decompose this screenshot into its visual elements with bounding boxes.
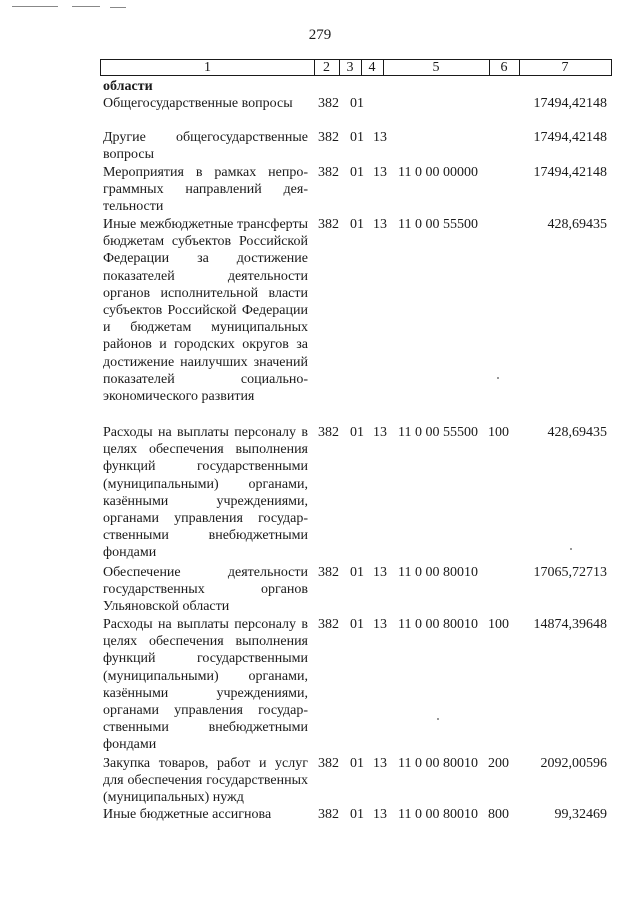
cell-target-article: 11 0 00 80010 <box>398 756 478 771</box>
row-name: Иные межбюджетные трансферты бюджетам субъектов Российской Федерации за достижение показателей деятельности органов исполнительной власти субъектов Российской Федерации и бюджетам муниципальных районов и городских округов за достижение наилучших значений показателей социально-экономического развития <box>103 217 308 405</box>
cell-amount: 2092,00596 <box>540 756 607 771</box>
cell-expense-type: 200 <box>488 756 509 771</box>
cell-podrazdel: 13 <box>373 425 387 440</box>
cell-grbs: 382 <box>318 130 339 145</box>
cell-target-article: 11 0 00 80010 <box>398 565 478 580</box>
page-number: 279 <box>308 27 332 43</box>
cell-grbs: 382 <box>318 756 339 771</box>
cell-grbs: 382 <box>318 96 339 111</box>
row-name: Закупка товаров, работ и услуг для обеспечения государственных (муниципальных) нужд <box>103 756 308 806</box>
header-col-7: 7 <box>561 60 569 75</box>
row-name: Другие общегосударственные вопросы <box>103 130 308 163</box>
cell-grbs: 382 <box>318 807 339 822</box>
header-col-6: 6 <box>500 60 508 75</box>
cell-podrazdel: 13 <box>373 165 387 180</box>
scan-artifact <box>110 7 126 8</box>
cell-grbs: 382 <box>318 217 339 232</box>
cell-podrazdel: 13 <box>373 617 387 632</box>
cell-target-article: 11 0 00 80010 <box>398 807 478 822</box>
cell-expense-type: 100 <box>488 425 509 440</box>
scan-artifact <box>12 6 58 7</box>
cell-amount: 99,32469 <box>554 807 607 822</box>
cell-razdel: 01 <box>350 165 364 180</box>
cell-grbs: 382 <box>318 425 339 440</box>
header-col-3: 3 <box>346 60 354 75</box>
row-name: Мероприятия в рамках непрограммных направлений деятельности <box>103 165 308 215</box>
cell-amount: 17494,42148 <box>533 130 607 145</box>
scan-artifact <box>72 6 100 7</box>
scan-speck <box>437 718 439 720</box>
cell-podrazdel: 13 <box>373 756 387 771</box>
row-name: области <box>103 79 153 94</box>
cell-target-article: 11 0 00 55500 <box>398 425 478 440</box>
cell-expense-type: 800 <box>488 807 509 822</box>
cell-grbs: 382 <box>318 565 339 580</box>
cell-razdel: 01 <box>350 756 364 771</box>
header-col-4: 4 <box>368 60 376 75</box>
cell-target-article: 11 0 00 00000 <box>398 165 478 180</box>
cell-target-article: 11 0 00 55500 <box>398 217 478 232</box>
scan-speck <box>497 377 499 379</box>
header-col-2: 2 <box>323 60 330 75</box>
scan-speck <box>570 548 572 550</box>
cell-podrazdel: 13 <box>373 807 387 822</box>
row-name: Расходы на выплаты персоналу в целях обеспечения выполнения функций государственными (муниципальными) органами, казёнными учреждениями, органами управления государственными внебюджетными фондами <box>103 617 308 753</box>
cell-razdel: 01 <box>350 807 364 822</box>
row-name: Обеспечение деятельности государственных органов Ульяновской области <box>103 565 308 615</box>
cell-razdel: 01 <box>350 425 364 440</box>
row-name: Иные бюджетные ассигнова <box>103 807 272 822</box>
cell-razdel: 01 <box>350 217 364 232</box>
cell-amount: 428,69435 <box>547 217 607 232</box>
cell-podrazdel: 13 <box>373 565 387 580</box>
header-col-5: 5 <box>432 60 440 75</box>
cell-amount: 17494,42148 <box>533 165 607 180</box>
cell-grbs: 382 <box>318 165 339 180</box>
cell-podrazdel: 13 <box>373 130 387 145</box>
row-name: Общегосударственные вопросы <box>103 96 293 111</box>
cell-grbs: 382 <box>318 617 339 632</box>
cell-amount: 17065,72713 <box>533 565 607 580</box>
cell-target-article: 11 0 00 80010 <box>398 617 478 632</box>
cell-razdel: 01 <box>350 565 364 580</box>
cell-amount: 428,69435 <box>547 425 607 440</box>
cell-amount: 14874,39648 <box>533 617 607 632</box>
cell-razdel: 01 <box>350 96 364 111</box>
cell-razdel: 01 <box>350 617 364 632</box>
cell-amount: 17494,42148 <box>533 96 607 111</box>
row-name: Расходы на выплаты персоналу в целях обеспечения выполнения функций государственными (муниципальными) органами, казёнными учреждениями, органами управления государственными внебюджетными фондами <box>103 425 308 561</box>
column-header-row <box>100 59 612 76</box>
cell-expense-type: 100 <box>488 617 509 632</box>
cell-razdel: 01 <box>350 130 364 145</box>
header-col-1: 1 <box>204 60 211 75</box>
cell-podrazdel: 13 <box>373 217 387 232</box>
